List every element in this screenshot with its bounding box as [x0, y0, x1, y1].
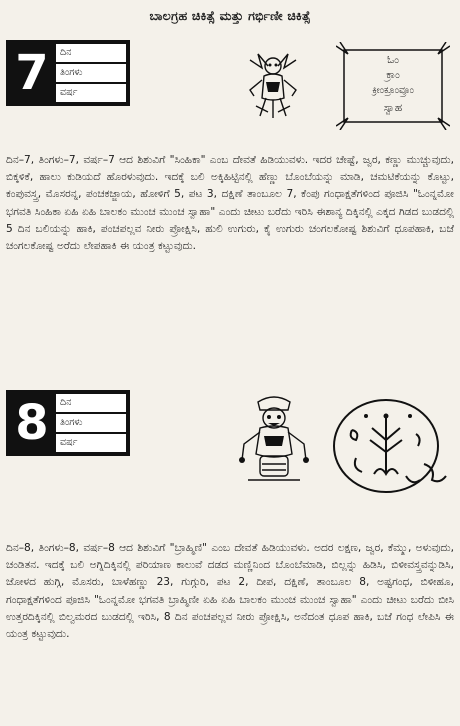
section-7-row-month: ತಿಂಗಳು	[56, 64, 126, 82]
yantra-line-1: ಓಂ	[387, 54, 399, 66]
section-7-paragraph: ದಿನ–7, ತಿಂಗಳು–7, ವರ್ಷ–7 ಆದ ಶಿಶುವಿಗೆ "ಸಿಂಹಿಕಾ" ಎಂಬ ದೇವತೆ ಹಿಡಿಯುವಳು. ಇದರ ಚೇಷ್ಟೆ, ಜ್ವರ, ಕಣ್ಣು ಮುಚ್ಚುವುದು, ಬಿಕ್ಕಳಿಕೆ, ಹಾಲು ಕುಡಿಯದೆ ಹೊರಳುವುದು. ಇದಕ್ಕೆ ಬಲಿ ಅಕ್ಕಿಹಿಟ್ಟಿನಲ್ಲಿ ಹೆಣ್ಣು ಬೊಂಬೆಯನ್ನು ಮಾಡಿ, ಚಮಟಿಕೆಯನ್ನು ಕೊಟ್ಟು, ಕಂಪುವಸ್ತ್ರ, ಮೊಸರನ್ನ, ಪಂಚಕಜ್ಜಾಯ, ಹೋಳಿಗೆ 5, ಪಟ 3, ದಕ್ಷಿಣೆ ತಾಂಬೂಲ 7, ಕೆಂಪು ಗಂಧಾಕ್ಷತೆಗಳಿಂದ ಪೂಜಿಸಿ "ಓಂನ್ನಮೋ ಭಗವತಿ ಸಿಂಹಿಕಾ ಏಹಿ ಏಹಿ ಬಾಲಕಂ ಮುಂಚ ಮುಂಚ ಸ್ವಾಹಾ" ಎಂದು ಚೀಟು ಬರೆದು ಇರಿಸಿ ಈಶಾನ್ಯ ದಿಕ್ಕಿನಲ್ಲಿ ಎಕ್ಕದ ಗಿಡದ ಬುಡದಲ್ಲಿ 5 ದಿನ ಬಲಿಯನ್ನು ಹಾಕಿ, ಪಂಚಪಲ್ಲವ ನೀರು ಪ್ರೋಕ್ಷಿಸಿ, ಹುಲಿ ಉಗುರು, ಕೈ ಉಗುರು ಚಂಗಲಕೋಷ್ಟ ಶಿಶುವಿಗೆ ಧೂಪಹಾಕಿ, ಬಜೆ ಚಂಗಲಕೋಷ್ಟ ಅರೆದು ಲೇಪಹಾಕಿ ಈ ಯಂತ್ರ ಕಟ್ಟುವುದು.	[6, 154, 454, 253]
page-title: ಬಾಲಗ್ರಹ ಚಿಕಿತ್ಸೆ ಮತ್ತು ಗರ್ಭಿಣೀ ಚಿಕಿತ್ಸೆ	[149, 8, 311, 23]
section-8-date-table	[56, 392, 128, 454]
simhika-deity-illustration	[244, 46, 302, 120]
section-7-row-day: ದಿನ	[56, 44, 126, 62]
section-7-number: 7	[15, 45, 49, 101]
section-7-row-year: ವರ್ಷ	[56, 84, 126, 102]
yantra-line-4: ಸ್ವಾಹ	[383, 102, 403, 114]
section-8-row-month: ತಿಂಗಳು	[56, 414, 126, 432]
section-7-number-block	[6, 40, 130, 106]
yantra-line-3: ಕ್ರೀಂಕ್ರೂಂವ್ರೂಂ	[372, 85, 414, 96]
section-8-row-year: ವರ್ಷ	[56, 434, 126, 452]
section-8-row-day: ದಿನ	[56, 394, 126, 412]
section-7-date-table	[56, 42, 128, 104]
section-8-circular-yantra	[326, 394, 452, 498]
section-8-paragraph: ದಿನ–8, ತಿಂಗಳು–8, ವರ್ಷ–8 ಆದ ಶಿಶುವಿಗೆ "ಬ್ರಾಹ್ಮಿಣಿ" ಎಂಬ ದೇವತೆ ಹಿಡಿಯುವಳು. ಅದರ ಲಕ್ಷಣ, ಜ್ವರ, ಕೆಮ್ಮು, ಅಳುವುದು, ಚಂಡಿತನ. ಇದಕ್ಕೆ ಬಲಿ ಅಗ್ನಿದಿಕ್ಕಿನಲ್ಲಿ ಪರಿಯಾಣ ಕಾಲುವೆ ದಡದ ಮಣ್ಣಿನಿಂದ ಬೊಂಬೆಮಾಡಿ, ಬಿಲ್ಲನ್ನು ಹಿಡಿಸಿ, ಬಿಳೀವಸ್ತ್ರವನ್ನುಡಿಸಿ, ಜೋಳದ ಹುಗ್ಗಿ, ಮೊಸರು, ಬಾಳೆಹಣ್ಣು 23, ಗುಗ್ಗುರಿ, ಪಟ 2, ದೀಪ, ದಕ್ಷಿಣೆ, ತಾಂಬೂಲ 8, ಅಷ್ಟಗಂಧ, ಬಿಳೀಹೂ, ಗಂಧಾಕ್ಷತೆಗಳಿಂದ ಪೂಜಿಸಿ "ಓಂನ್ನಮೋ ಭಗವತಿ ಬ್ರಾಹ್ಮಿಣೀ ಏಹಿ ಏಹಿ ಬಾಲಕಂ ಮುಂಚ ಮುಂಚ ಸ್ವಾಹಾ" ಎಂದು ಚೀಟು ಬರೆದು ಬೀಸಿ ಉತ್ತರದಿಕ್ಕಿನಲ್ಲಿ ಬಿಲ್ವಮರದ ಬುಡದಲ್ಲಿ ಇರಿಸಿ, 8 ದಿನ ಪಂಚಪಲ್ಲವ ನೀರು ಪ್ರೋಕ್ಷಿಸಿ, ಅನೆದಂತ ಧೂಪ ಹಾಕಿ, ಬಜೆ ಗಂಧ ಲೇಪಿಸಿ ಈ ಯಂತ್ರ ಕಟ್ಟುವುದು.	[6, 542, 454, 641]
section-7-yantra	[336, 42, 450, 130]
section-8-number: 8	[15, 395, 49, 451]
yantra-line-2: ಕ್ರಾಂ	[386, 69, 400, 81]
brahmini-deity-illustration	[238, 394, 310, 486]
section-8-number-block	[6, 390, 130, 456]
